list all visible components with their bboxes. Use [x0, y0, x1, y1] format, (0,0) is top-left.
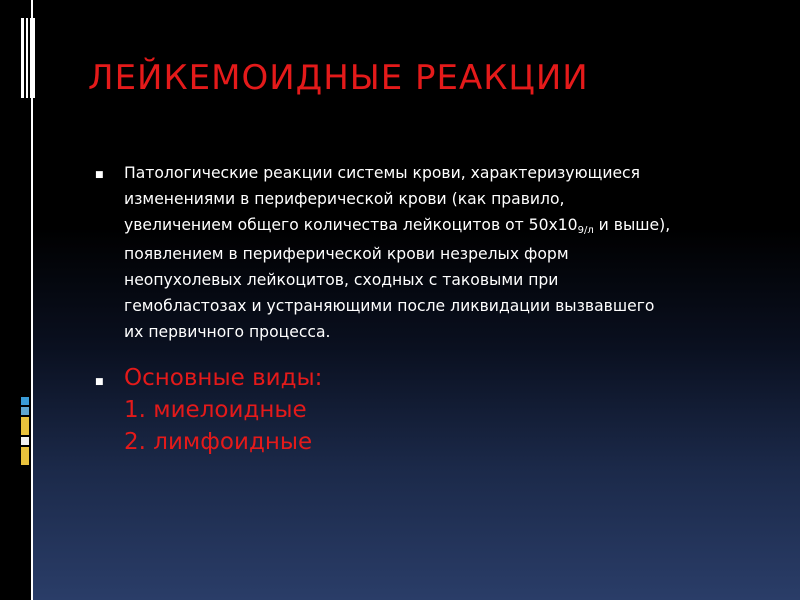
slide-title: ЛЕЙКЕМОИДНЫЕ РЕАКЦИИ: [88, 58, 589, 98]
definition-line: появлением в периферической крови незрелых форм: [124, 245, 569, 263]
definition-line: гемобластозах и устраняющими после ликвидации вызвавшего: [124, 297, 655, 315]
definition-line: неопухолевых лейкоцитов, сходных с таковыми при: [124, 271, 559, 289]
top-left-stripes-decoration: [21, 18, 37, 98]
types-list: [124, 362, 524, 458]
unit-superscript: 9/л: [577, 225, 594, 236]
types-item-lymphoid: 2. лимфоидные: [124, 429, 313, 455]
definition-line: их первичного процесса.: [124, 323, 331, 341]
left-color-squares-decoration: [21, 397, 29, 467]
definition-line: Патологические реакции системы крови, характеризующиеся: [124, 164, 641, 182]
definition-paragraph: [124, 160, 764, 345]
definition-line: изменениями в периферической крови (как правило,: [124, 190, 565, 208]
bullet-square-icon: ■: [95, 170, 104, 180]
bullet-square-icon: ■: [95, 377, 104, 387]
definition-line: и выше),: [593, 216, 671, 234]
types-item-myeloid: 1. миелоидные: [124, 397, 307, 423]
definition-line: увеличением общего количества лейкоцитов от 50х10: [124, 216, 578, 234]
types-heading: Основные виды:: [124, 365, 323, 391]
